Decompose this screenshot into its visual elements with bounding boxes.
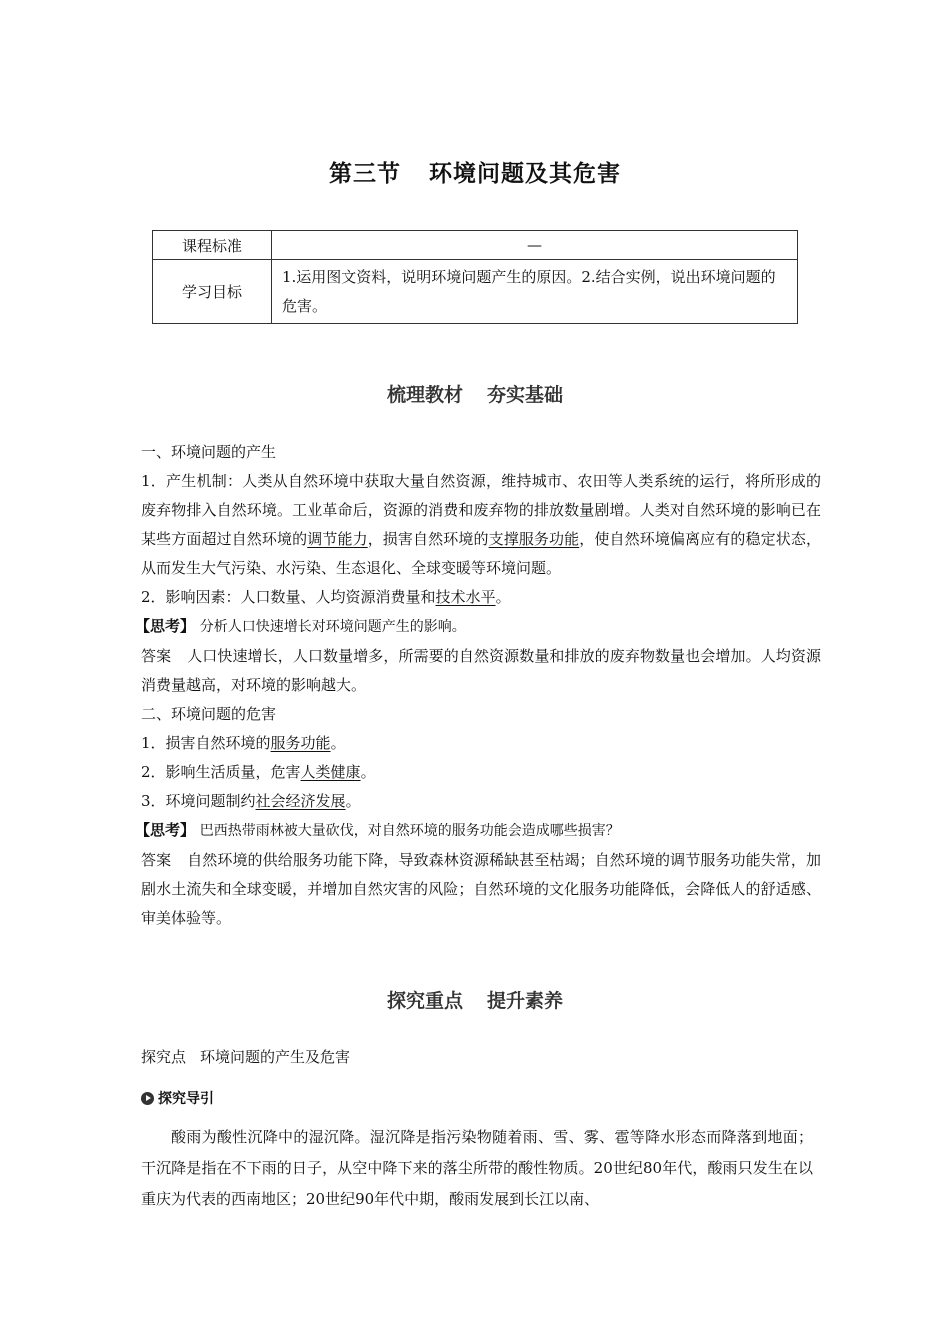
fill-blank-answer: 社会经济发展 [255,792,346,810]
fill-blank-answer: 支撑服务功能 [488,530,580,548]
reading-passage: 酸雨为酸性沉降中的湿沉降。湿沉降是指污染物随着雨、雪、雾、雹等降水形态而降落到地面；干沉降是指在不下雨的日子，从空中降下来的落尘所带的酸性物质。20世纪80年代，酸雨只发生在以重庆为代表的西南地区；20世纪90年代中期，酸雨发展到长江以南、 [141,1128,813,1208]
think-question-text: 分析人口快速增长对环境问题产生的影响。 [199,619,466,635]
section-title-explore [0,986,950,1013]
item-text: 1．产生机制：人类从自然环境中获取大量自然资源，维持城市、农田等人类系统的运行，将所形成的废弃物排入自然环境。工业革命后，资源的消费和废弃物的排放数量剧增。人类对自然环境的影响已在某些方面超过自然环境的 [141,472,821,548]
play-circle-icon [141,1092,154,1105]
fill-blank-answer: 调节能力 [307,530,368,548]
section-title-part: 提升素养 [487,990,564,1012]
standards-label: 课程标准 [153,231,272,260]
answer-2 [141,846,821,933]
think-question-2 [135,816,821,846]
item-text: ，使自然环境偏离应有的稳定状态，从而发生大气污染、水污染、生态退化、全球变暖等环境问题。 [141,530,821,577]
item-text: ，损害自然环境的 [367,530,489,548]
answer-label: 答案 [141,647,172,665]
fill-blank-answer: 技术水平 [435,588,496,606]
item-text: 。 [495,588,511,606]
review-content [135,438,821,933]
section-title-part: 探究重点 [386,990,463,1012]
answer-1 [141,642,821,700]
section-title-part: 梳理教材 [386,384,463,406]
think-label: 【思考】 [135,617,196,635]
answer-label: 答案 [141,851,172,869]
table-row [153,231,798,260]
item-text: 。 [360,763,376,781]
think-question-text: 巴西热带雨林被大量砍伐，对自然环境的服务功能会造成哪些损害？ [199,823,620,839]
answer-text: 人口快速增长，人口数量增多，所需要的自然资源数量和排放的废弃物数量也会增加。人均资源消费量越高，对环境的影响越大。 [141,647,821,694]
item-text: 2．影响生活质量，危害 [141,763,301,781]
explore-point [141,1046,350,1067]
part-one-item-2 [141,583,821,612]
section-title-part: 夯实基础 [487,384,564,406]
objectives-label: 学习目标 [153,260,272,324]
item-text: 。 [330,734,346,752]
think-label: 【思考】 [135,821,196,839]
explore-point-topic: 环境问题的产生及危害 [200,1048,351,1066]
part-one-item-1 [141,467,821,583]
item-text: 3．环境问题制约 [141,792,256,810]
part-one-heading: 一、环境问题的产生 [141,443,277,461]
explore-guide-heading [141,1088,214,1108]
title-topic: 环境问题及其危害 [429,161,621,187]
fill-blank-answer: 人类健康 [300,763,361,781]
standards-value: — [272,231,798,260]
explore-guide-label: 探究导引 [158,1091,214,1107]
think-question-1 [135,612,821,642]
part-two-item-1 [141,729,821,758]
page-title [0,155,950,188]
answer-text: 自然环境的供给服务功能下降，导致森林资源稀缺甚至枯竭；自然环境的调节服务功能失常，加剧水土流失和全球变暖，并增加自然灾害的风险；自然环境的文化服务功能降低，会降低人的舒适感、审美体验等。 [141,851,821,927]
fill-blank-answer: 服务功能 [270,734,331,752]
explore-point-label: 探究点 [141,1048,187,1066]
table-row [153,260,798,324]
item-text: 。 [345,792,361,810]
part-two-heading: 二、环境问题的危害 [141,705,277,723]
item-text: 1．损害自然环境的 [141,734,271,752]
part-two-item-2 [141,758,821,787]
section-title-review [0,380,950,407]
objectives-value: 1.运用图文资料，说明环境问题产生的原因。2.结合实例，说出环境问题的危害。 [272,260,798,324]
curriculum-standards-table [152,230,798,324]
title-section-number: 第三节 [329,161,401,187]
part-two-item-3 [141,787,821,816]
item-text: 2．影响因素：人口数量、人均资源消费量和 [141,588,436,606]
